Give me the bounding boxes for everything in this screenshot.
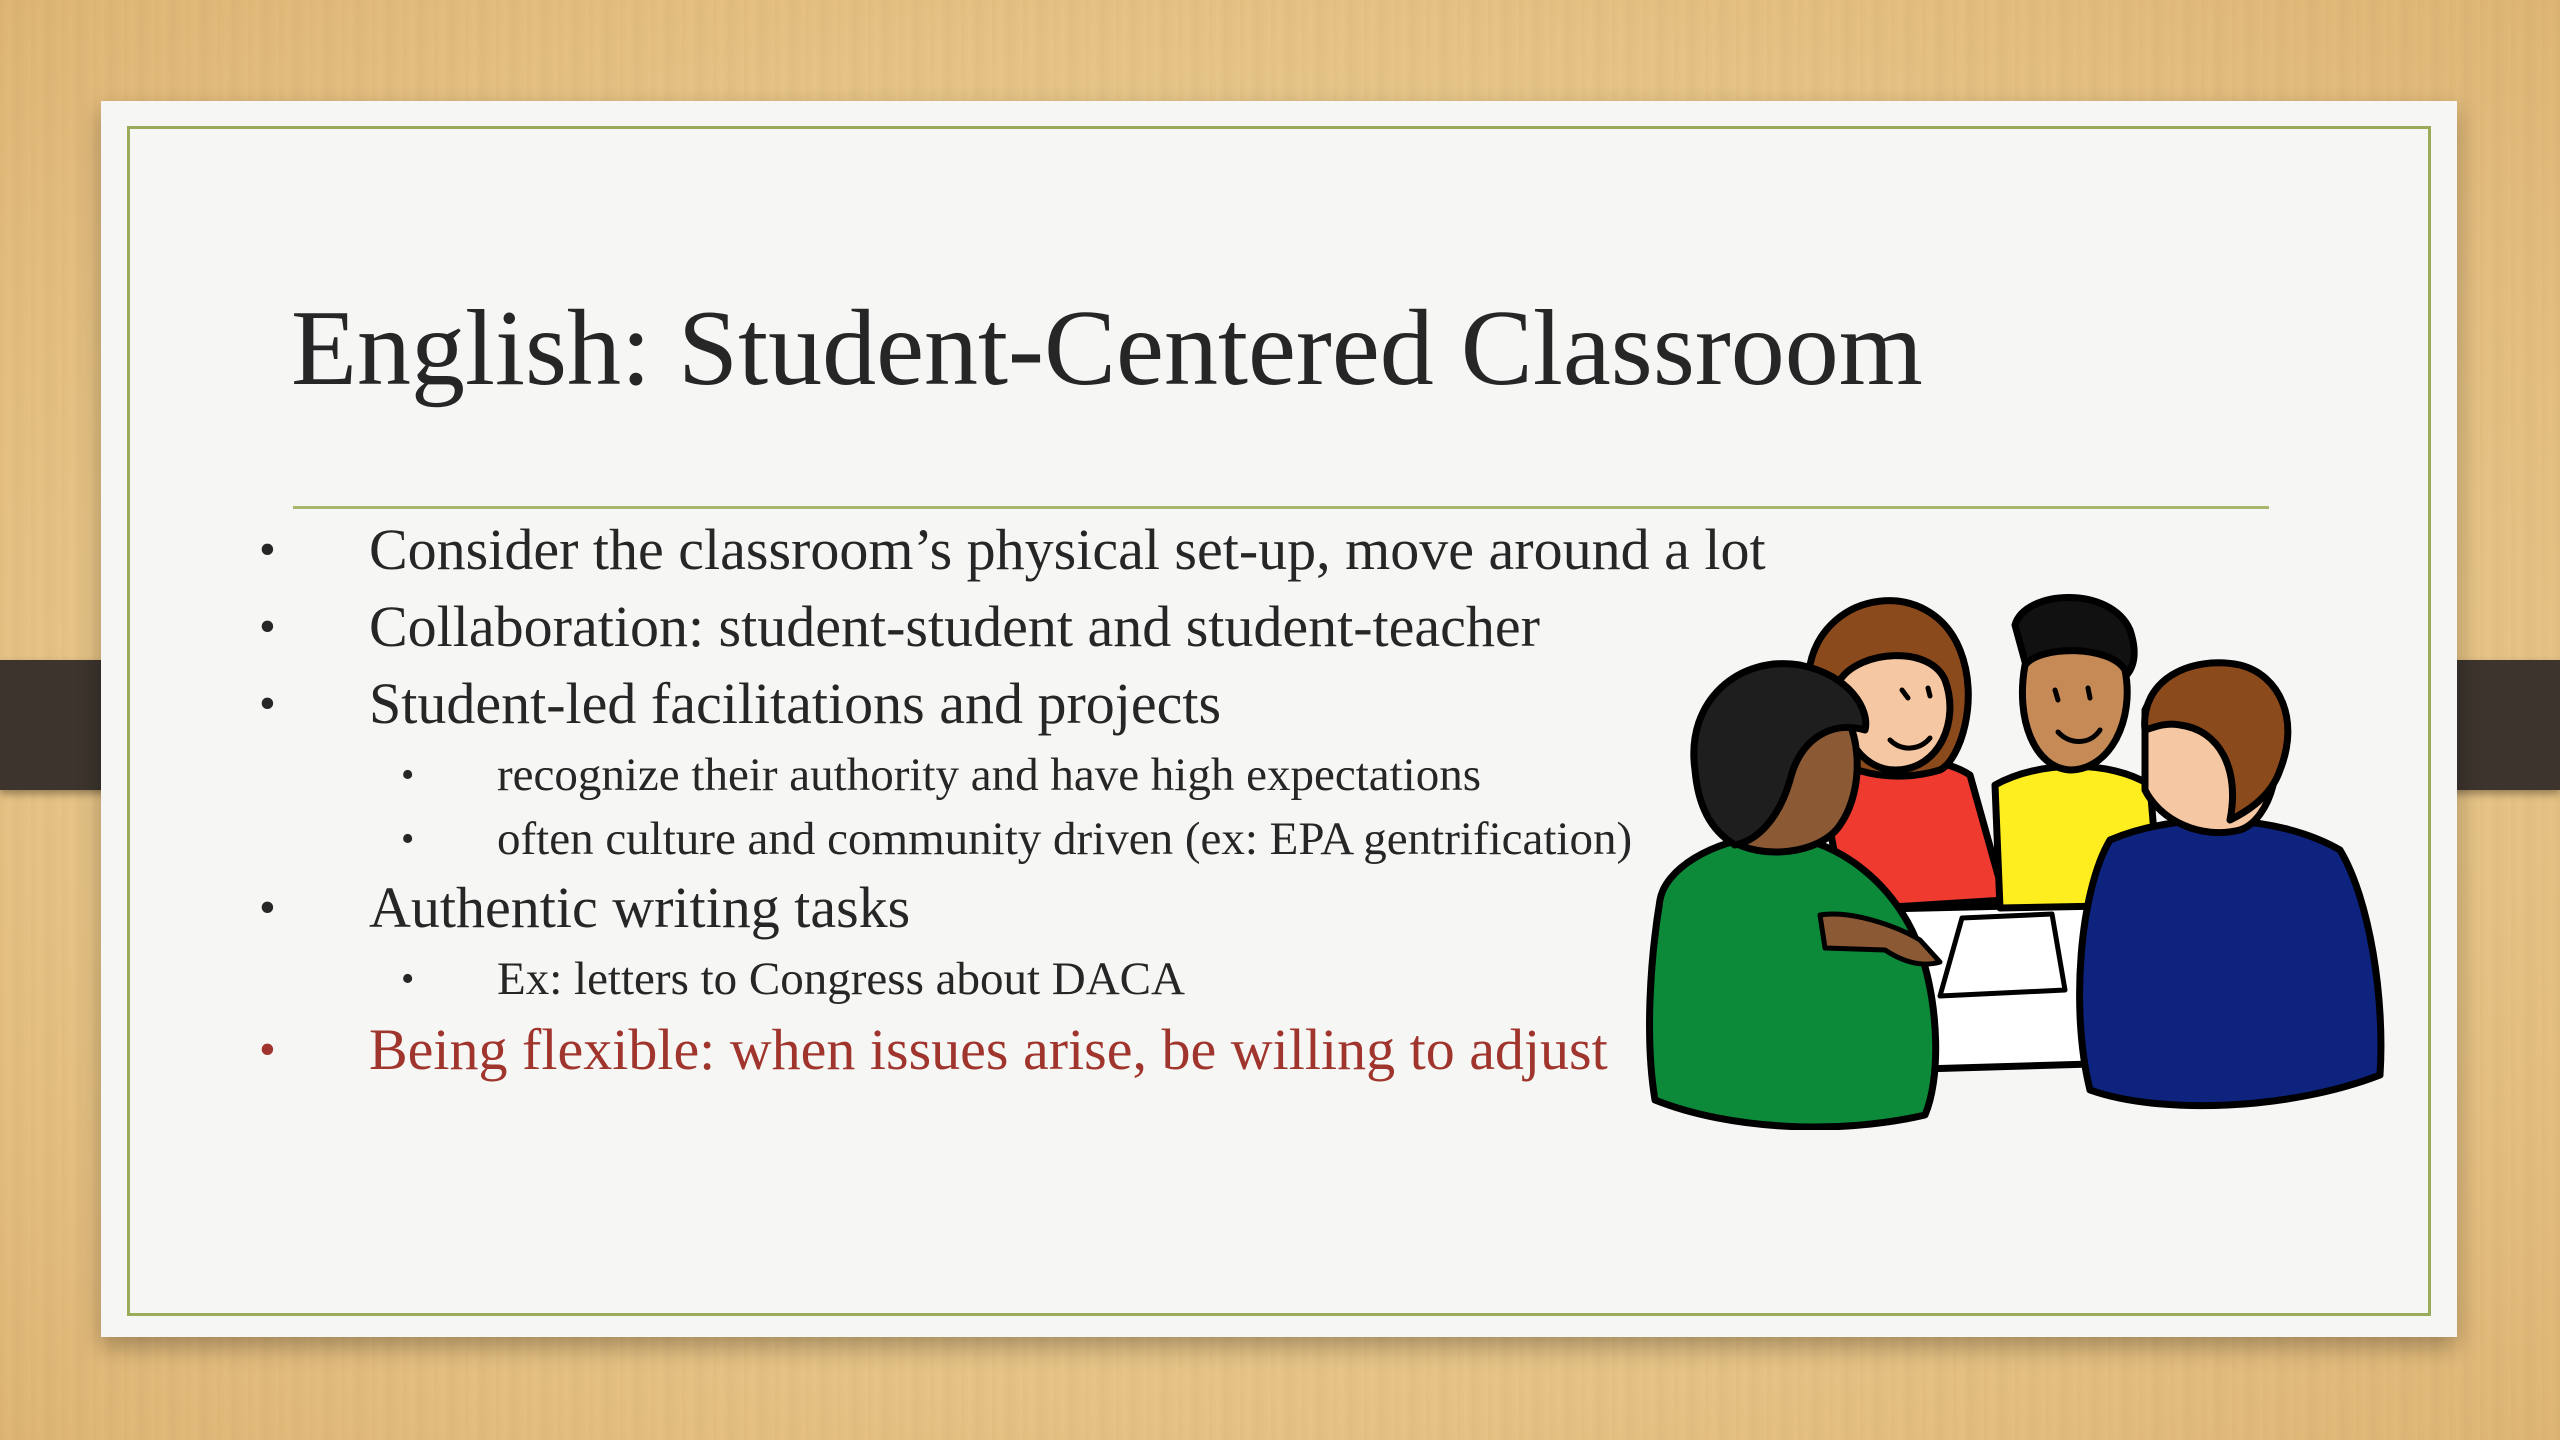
bullet-text: Ex: letters to Congress about DACA (497, 953, 1185, 1005)
bullet-dot-icon: • (401, 818, 415, 860)
paper-icon (1940, 914, 2065, 996)
bullet-dot-icon: • (259, 523, 276, 576)
student-yellow-face (2022, 651, 2127, 770)
bullet-dot-icon: • (259, 600, 276, 653)
bullet-dot-icon: • (401, 754, 415, 796)
slide-title: English: Student-Centered Classroom (291, 289, 1923, 408)
student-blue-body (2080, 820, 2381, 1105)
bullet-dot-icon: • (259, 881, 276, 934)
bullet-dot-icon: • (259, 1023, 276, 1076)
bullet-text: often culture and community driven (ex: EPA gentrification) (497, 813, 1633, 865)
bullet-text: Being flexible: when issues arise, be willing to adjust (369, 1017, 1608, 1082)
bullet-dot-icon: • (259, 677, 276, 730)
bullet-text: Student-led facilitations and projects (369, 671, 1222, 736)
bullet-dot-icon: • (401, 958, 415, 1000)
students-collaborating-illustration (1640, 570, 2400, 1130)
bullet-text: Authentic writing tasks (369, 875, 911, 940)
bullet-text: recognize their authority and have high expectations (497, 749, 1482, 801)
title-divider (293, 506, 2269, 509)
bullet-text: Consider the classroom’s physical set-up, move around a lot (369, 517, 1766, 582)
bullet-text: Collaboration: student-student and student-teacher (369, 594, 1540, 659)
